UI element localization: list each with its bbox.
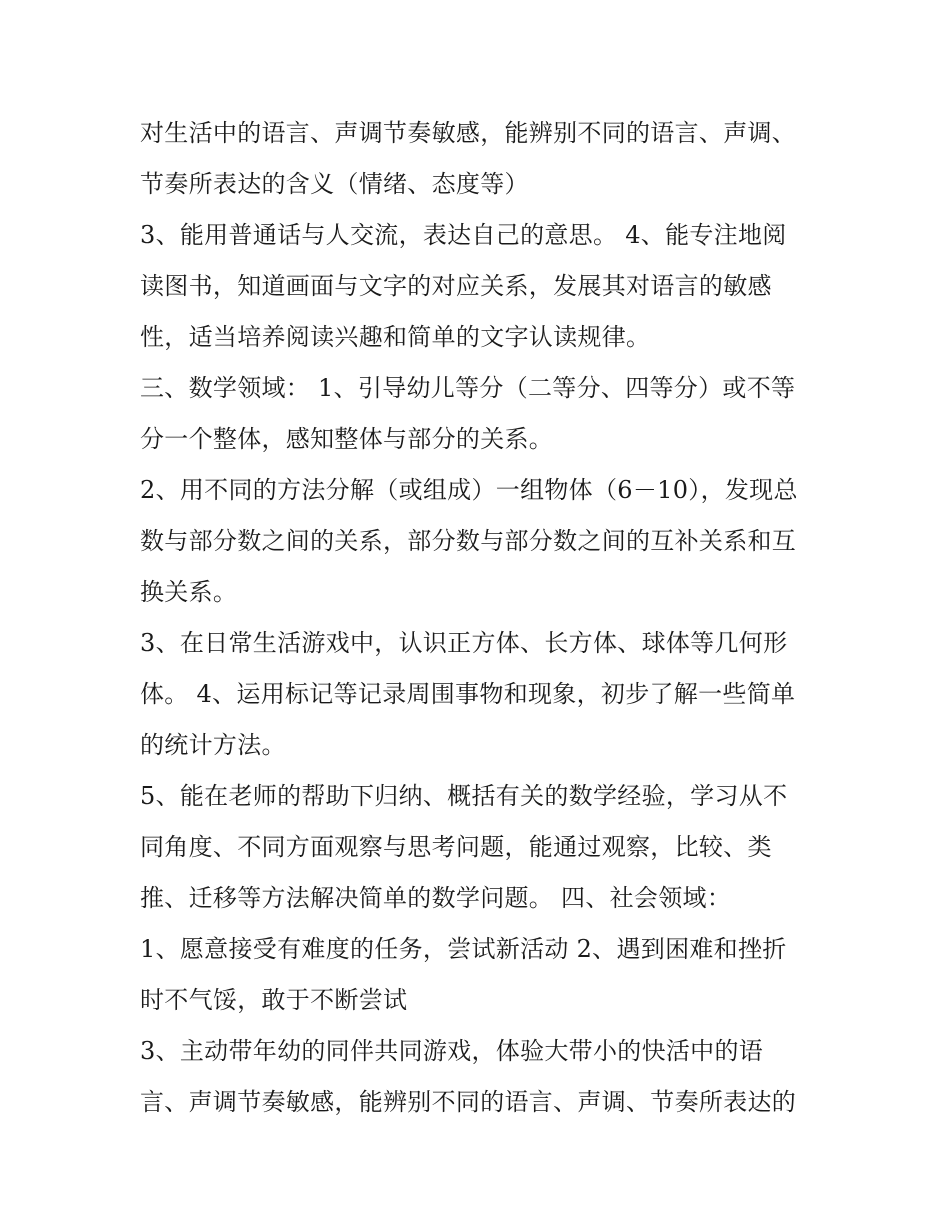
text-line: 言、声调节奏敏感，能辨别不同的语言、声调、节奏所表达的 <box>140 1088 797 1116</box>
text-line: 读图书，知道画面与文字的对应关系，发展其对语言的敏感 <box>140 272 772 300</box>
text-line: 同角度、不同方面观察与思考问题，能通过观察，比较、类 <box>140 833 772 861</box>
text-line: 节奏所表达的含义（情绪、态度等） <box>140 170 529 198</box>
text-line: 3、在日常生活游戏中，认识正方体、长方体、球体等几何形 <box>140 629 788 657</box>
text-line: 三、数学领域： 1、引导幼儿等分（二等分、四等分）或不等 <box>140 374 796 402</box>
document-body <box>140 108 830 1128</box>
text-line: 时不气馁，敢于不断尝试 <box>140 986 408 1014</box>
text-line: 换关系。 <box>140 578 238 606</box>
text-line: 3、能用普通话与人交流，表达自己的意思。 4、能专注地阅 <box>140 221 787 249</box>
text-line: 性，适当培养阅读兴趣和简单的文字认读规律。 <box>140 323 651 351</box>
text-line: 3、主动带年幼的同伴共同游戏，体验大带小的快活中的语 <box>140 1037 764 1065</box>
text-line: 体。 4、运用标记等记录周围事物和现象，初步了解一些简单 <box>140 680 796 708</box>
text-line: 分一个整体，感知整体与部分的关系。 <box>140 425 554 453</box>
text-line: 的统计方法。 <box>140 731 286 759</box>
text-line: 5、能在老师的帮助下归纳、概括有关的数学经验，学习从不 <box>140 782 788 810</box>
text-line: 对生活中的语言、声调节奏敏感，能辨别不同的语言、声调、 <box>140 119 797 147</box>
text-line: 数与部分数之间的关系，部分数与部分数之间的互补关系和互 <box>140 527 797 555</box>
text-line: 1、愿意接受有难度的任务，尝试新活动 2、遇到困难和挫折 <box>140 935 787 963</box>
text-line: 2、用不同的方法分解（或组成）一组物体（6－10），发现总 <box>140 476 798 504</box>
text-line: 推、迁移等方法解决简单的数学问题。 四、社会领域： <box>140 884 732 912</box>
